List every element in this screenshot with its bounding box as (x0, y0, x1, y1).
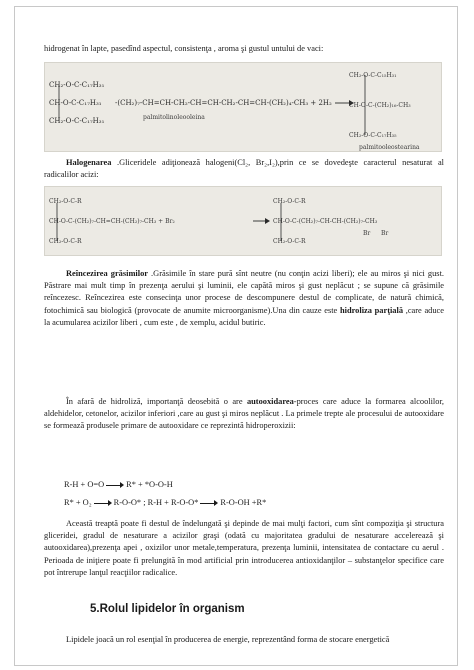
equation-propagation (64, 498, 266, 507)
rancidity-term: Reîncezirea grăsimilor (66, 269, 148, 278)
eq2-lhs: R* + O₂ (64, 498, 92, 507)
left-chain-1: CH₂-O-C-C₁₇H₃₁ (49, 81, 105, 89)
hydrogenation-figure (44, 62, 442, 152)
eq2-mid: R-O-O* ; R-H + R-O-O* (113, 498, 199, 507)
section-heading: 5.Rolul lipidelor în organism (90, 603, 245, 615)
eq1-arrow-icon (106, 482, 124, 488)
eq2b-arrow-icon (200, 500, 218, 506)
eq1-lhs: R-H + O=O (64, 480, 105, 489)
rancidity-paragraph (44, 268, 444, 329)
halogenation-paragraph (44, 157, 444, 181)
bromine-label-1: Br (363, 230, 371, 237)
rancidity-text-b: ,care aduce la acumularea acizilor liberi , cum este , de xemplu, acidul butiric. (44, 305, 444, 327)
halogenation-text: .Gliceridele adiţionează halogeni(Cl₂, Br₂,I₂),prin ce se dovedeşte caracterul nesaturat al radicalilor acizi: (44, 158, 444, 180)
eq1-rhs: R* + *O-O-H (126, 480, 173, 489)
eq2-arrow-icon (94, 500, 112, 506)
halogen-right-3: CH₂-O-C-R (273, 238, 306, 245)
right-chain-2: CH-O-C-(CH₂)₁₆-CH₃ (349, 102, 411, 109)
halogen-reactant (49, 198, 175, 245)
main-chain: -(CH₂)₇-CH=CH-CH₂-CH=CH-CH₂-CH=CH-(CH₂)₄-CH₃ + 2H₂ (115, 99, 332, 107)
left-glyceride (49, 81, 332, 125)
halogenation-figure (44, 186, 442, 256)
bromine-label-2: Br (381, 230, 389, 237)
halogen-left-1: CH₂-O-C-R (49, 198, 82, 205)
left-chain-3: CH₂-O-C-C₁₇H₃₁ (49, 117, 105, 125)
right-glyceride (349, 72, 420, 151)
right-chain-3: CH₂-O-C-C₁₇H₃₅ (349, 132, 397, 139)
halogen-right-2: CH-O-C-(CH₂)₇-CH-CH-(CH₂)₇-CH₃ (273, 218, 378, 225)
halogen-product (273, 198, 388, 245)
halogen-left-2: CH-O-C-(CH₂)₇-CH=CH-(CH₂)₇-CH₃ + Br₂ (49, 218, 175, 225)
eq2-rhs: R-O-OH +R* (220, 498, 267, 507)
halogen-left-3: CH₂-O-C-R (49, 238, 82, 245)
halogenation-term: Halogenarea (66, 158, 112, 167)
bottom-line: Lipidele joacă un rol esenţial în producerea de energie, reprezentând forma de stocare energetică (66, 635, 390, 644)
autooxidation-text: -proces care aduce la formarea alcoolilor, aldehidelor, cetonelor, acizilor inferiori ,care au gust şi miros neplăcut . La primele trepte ale procesului de autooxidare se formează produsele primare de autooxidare ce reprezintă hidroperoxizii: (44, 397, 444, 431)
halogen-arrow (253, 218, 270, 224)
initiation-stage-paragraph: Această treaptă poate fi destul de îndelungată şi depinde de mai mulţi factori, cum sînt compoziţia şi structura gliceridei, gradul de nesaturare a acizilor graşi (odată cu majoritatea gradului de nesaturare accelerează şi autooxidarea),prezenţa apei , oxizilor unor metale,temperatura, prezenţa luminii, intensitatea de contactare cu aerul . Perioada de iniţiere poate fi prelungită în mod artificial prin introducerea antioxidanţilor – substanţelor specifice care pot întrerupe lanţul reacţiilor radicalice. (44, 519, 444, 577)
right-product-label: palmitooleostearina (359, 144, 420, 151)
left-product-label: palmitolinoleooleina (143, 114, 205, 121)
autooxidation-term: autooxidarea (246, 397, 294, 406)
halogen-right-1: CH₂-O-C-R (273, 198, 306, 205)
equation-initiation (64, 480, 173, 489)
right-chain-1: CH₂-O-C-C₁₅H₃₁ (349, 72, 397, 79)
intro-line: hidrogenat în lapte, pasedînd aspectul, consistenţa , aroma şi gustul untului de vaci: (44, 44, 324, 53)
partial-hydrolysis-term: hidroliza parţială (339, 305, 404, 315)
autooxidation-lead: În afară de hidroliză, importanţă deosebită o are (66, 397, 247, 406)
rancidity-text-a: .Grăsimile în stare pură sînt neutre (nu conţin acizi liberi); ele au miros şi nici gust. Păstrare mai mult timp în prezenţa aerului şi luminii, ele capătă miros şi gust neplăcut ; se supune că grăsimile reîncezesc. Reîncezirea este consecinţa unor procese de descompunere destul de complicate, de natură chimică, fotochimică sau biologică (provocate de anumite microorganisme).Una din cauze este (44, 269, 444, 315)
autooxidation-paragraph (44, 396, 444, 433)
left-chain-2: CH-O-C-C₁₇H₃₁ (49, 99, 102, 107)
